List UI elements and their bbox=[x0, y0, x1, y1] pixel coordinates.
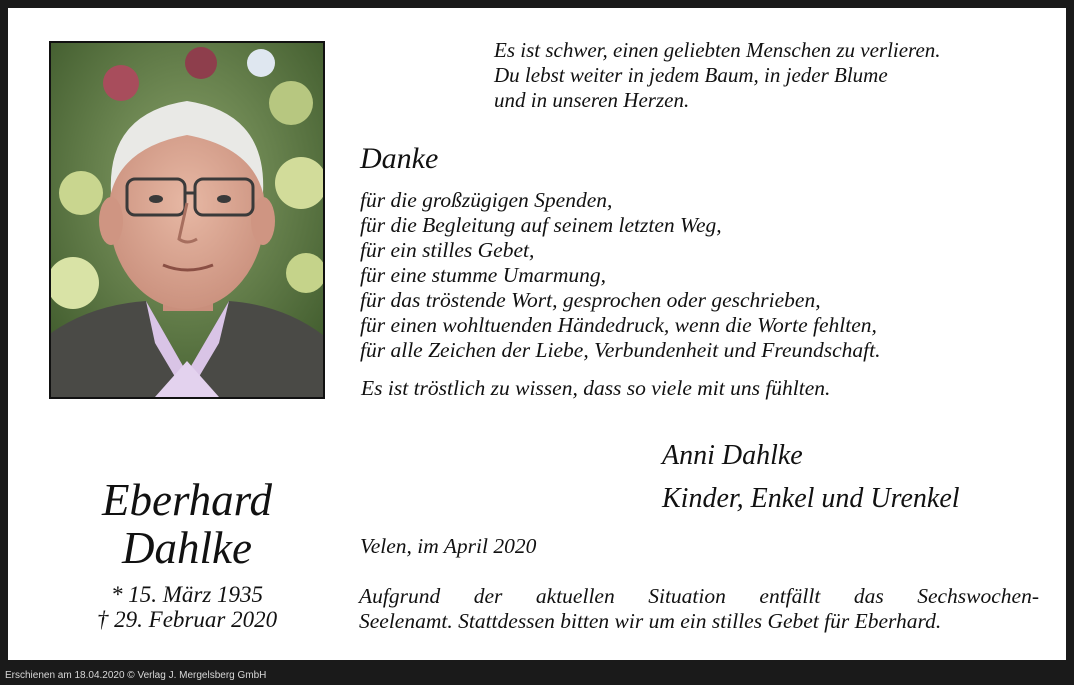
thanks-line: für die großzügigen Spenden, bbox=[360, 188, 613, 212]
portrait-image bbox=[51, 43, 323, 397]
intro-line: Du lebst weiter in jedem Baum, in jeder Blume bbox=[494, 63, 888, 87]
thanks-line: für eine stumme Umarmung, bbox=[360, 263, 607, 287]
place-date: Velen, im April 2020 bbox=[360, 534, 537, 558]
deceased-first-name: Eberhard bbox=[101, 475, 272, 525]
thanks-line: für alle Zeichen der Liebe, Verbundenheit und Freundschaft. bbox=[360, 338, 881, 362]
signer-name: Anni Dahlke bbox=[662, 440, 803, 471]
intro-quote bbox=[494, 38, 1054, 113]
notice-line: Seelenamt. Stattdessen bitten wir um ein stilles Gebet für Eberhard. bbox=[359, 609, 942, 633]
thanks-title: Danke bbox=[360, 142, 439, 175]
life-dates bbox=[49, 582, 325, 632]
thanks-line: für einen wohltuenden Händedruck, wenn die Worte fehlten, bbox=[360, 313, 877, 337]
deceased-last-name: Dahlke bbox=[122, 523, 252, 573]
thanks-line: für das tröstende Wort, gesprochen oder geschrieben, bbox=[360, 288, 821, 312]
notice-line: Aufgrund der aktuellen Situation entfällt das Sechswochen- bbox=[359, 584, 1039, 608]
comfort-text: Es ist tröstlich zu wissen, dass so viele mit uns fühlten. bbox=[361, 376, 831, 400]
obituary-card bbox=[8, 8, 1066, 660]
signer-family: Kinder, Enkel und Urenkel bbox=[662, 483, 960, 514]
portrait-photo bbox=[49, 41, 325, 399]
thanks-line: für ein stilles Gebet, bbox=[360, 238, 535, 262]
death-date: † 29. Februar 2020 bbox=[96, 607, 278, 632]
notice-text bbox=[359, 584, 1039, 634]
thanks-line: für die Begleitung auf seinem letzten Weg, bbox=[360, 213, 722, 237]
thanks-list bbox=[360, 188, 1040, 363]
intro-line: Es ist schwer, einen geliebten Menschen zu verlieren. bbox=[494, 38, 941, 62]
publication-footer: Erschienen am 18.04.2020 © Verlag J. Mergelsberg GmbH bbox=[5, 670, 267, 681]
birth-date: * 15. März 1935 bbox=[110, 582, 264, 607]
deceased-name bbox=[49, 476, 325, 572]
signers bbox=[662, 434, 960, 520]
intro-line: und in unseren Herzen. bbox=[494, 88, 690, 112]
